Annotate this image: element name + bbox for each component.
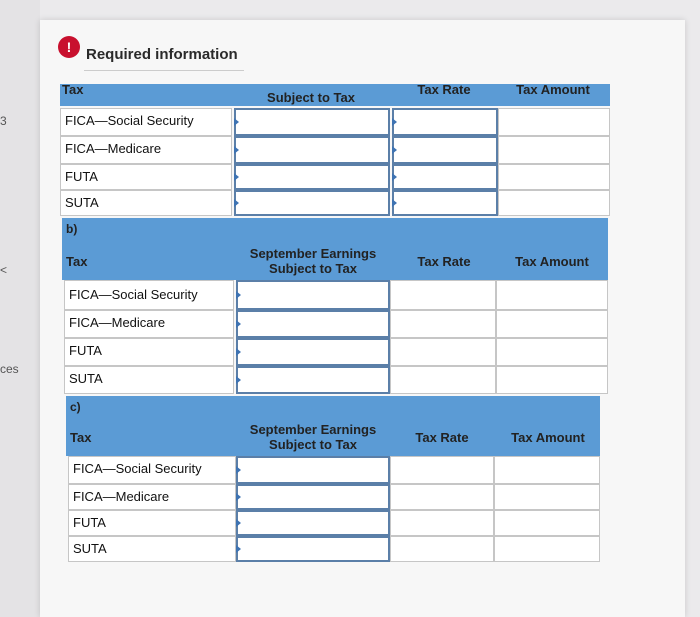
column-header-rate: Tax Rate [417,82,471,97]
input-marker-icon [236,320,241,328]
column-header-subject: September Earnings Subject to Tax [249,246,377,276]
tax-amount-cell [496,338,608,366]
row-label: FICA—Social Security [60,108,232,136]
input-marker-icon [234,173,239,181]
column-header-tax: Tax [66,254,88,269]
subject-to-tax-input[interactable] [234,164,390,190]
input-marker-icon [236,291,241,299]
left-panel-edge [0,0,40,617]
input-marker-icon [234,199,239,207]
input-marker-icon [236,519,241,527]
row-label: FUTA [64,338,234,366]
row-label: FUTA [60,164,232,190]
input-marker-icon [392,118,397,126]
tax-rate-cell [390,510,494,536]
left-edge-text: < [0,263,8,277]
tax-rate-cell [390,456,494,484]
tax-amount-cell [494,484,600,510]
september-earnings-input[interactable] [236,484,390,510]
subject-to-tax-input[interactable] [234,108,390,136]
column-header-subject: September Earnings Subject to Tax [249,422,377,452]
tax-amount-cell [496,366,608,394]
section-label-b: b) [62,218,608,240]
alert-icon: ! [58,36,80,58]
input-marker-icon [392,146,397,154]
input-marker-icon [234,146,239,154]
tax-rate-input[interactable] [392,190,498,216]
input-marker-icon [236,376,241,384]
row-label: FICA—Medicare [60,136,232,164]
september-earnings-input[interactable] [236,456,390,484]
input-marker-icon [392,173,397,181]
column-header-subject: Subject to Tax [267,90,355,105]
row-label: FICA—Medicare [64,310,234,338]
subject-to-tax-input[interactable] [234,190,390,216]
left-edge-text: 3 [0,114,7,128]
divider [84,70,244,71]
column-header-amount: Tax Amount [511,430,585,445]
tax-amount-cell [498,136,610,164]
tax-rate-input[interactable] [392,108,498,136]
tax-rate-input[interactable] [392,136,498,164]
column-header-tax: Tax [62,82,84,97]
section-label-c: c) [66,396,600,418]
september-earnings-input[interactable] [236,510,390,536]
input-marker-icon [234,118,239,126]
left-edge-text: ces [0,362,19,376]
tax-amount-cell [494,456,600,484]
tax-amount-cell [494,536,600,562]
row-label: SUTA [60,190,232,216]
page-title: Required information [86,46,238,63]
input-marker-icon [236,493,241,501]
row-label: FICA—Social Security [68,456,236,484]
tax-amount-cell [496,280,608,310]
column-header-tax: Tax [70,430,92,445]
september-earnings-input[interactable] [236,280,390,310]
tax-amount-cell [498,108,610,136]
row-label: FICA—Medicare [68,484,236,510]
column-header-rate: Tax Rate [417,254,471,269]
tax-amount-cell [494,510,600,536]
row-label: SUTA [64,366,234,394]
tax-rate-input[interactable] [392,164,498,190]
row-label: FUTA [68,510,236,536]
tax-rate-cell [390,338,496,366]
tax-rate-cell [390,366,496,394]
input-marker-icon [392,199,397,207]
row-label: SUTA [68,536,236,562]
tax-amount-cell [498,190,610,216]
tax-rate-cell [390,280,496,310]
tax-rate-cell [390,484,494,510]
column-header-amount: Tax Amount [516,82,590,97]
september-earnings-input[interactable] [236,310,390,338]
input-marker-icon [236,348,241,356]
tax-amount-cell [498,164,610,190]
column-header-rate: Tax Rate [415,430,469,445]
row-label: FICA—Social Security [64,280,234,310]
column-header-amount: Tax Amount [515,254,589,269]
september-earnings-input[interactable] [236,338,390,366]
input-marker-icon [236,466,241,474]
tax-amount-cell [496,310,608,338]
tax-rate-cell [390,310,496,338]
september-earnings-input[interactable] [236,536,390,562]
input-marker-icon [236,545,241,553]
september-earnings-input[interactable] [236,366,390,394]
subject-to-tax-input[interactable] [234,136,390,164]
tax-rate-cell [390,536,494,562]
